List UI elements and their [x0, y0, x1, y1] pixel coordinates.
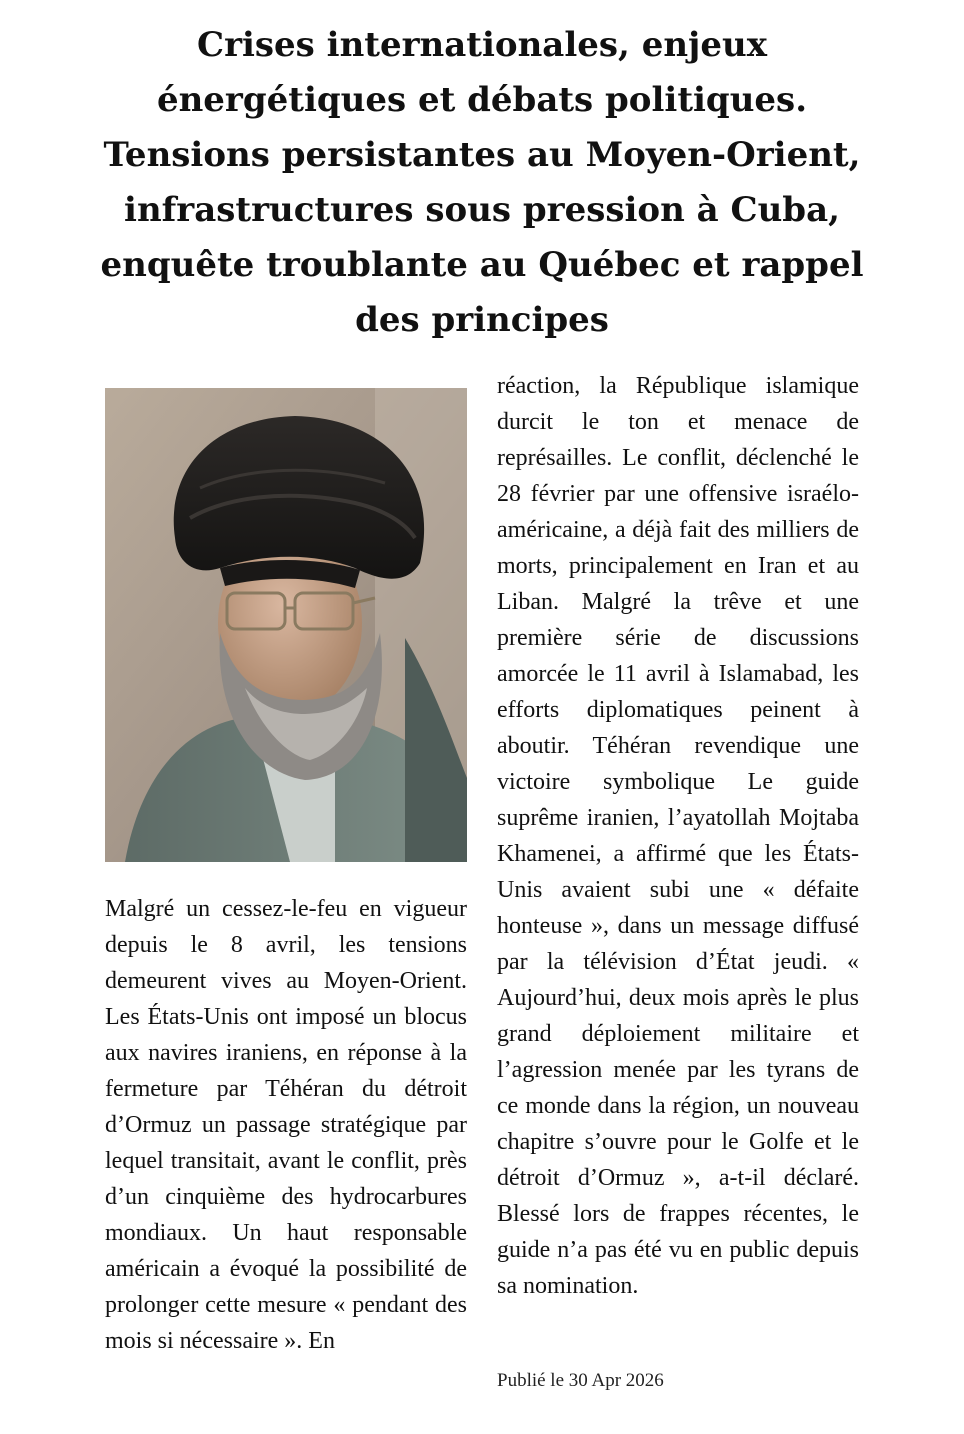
- article-body-column-left: Malgré un cessez-le-feu en vigueur depuis le 8 avril, les tensions demeurent vives au Moyen-Orient. Les États-Unis ont imposé un blocus aux navires iraniens, en réponse à la fermeture par Téhéran du détroit d’Ormuz un passage stratégique par lequel transitait, avant le conflit, près d’un cinquième des hydrocarbures mondiaux. Un haut responsable américain a évoqué la possibilité de prolonger cette mesure « pendant des mois si nécessaire ». En: [105, 896, 467, 1354]
- article-body-column-right: réaction, la République islamique durcit le ton et menace de représailles. Le conflit, déclenché le 28 février par une offensive israélo-américaine, a déjà fait des milliers de morts, principalement en Iran et au Liban. Malgré la trêve et une première série de discussions amorcée le 11 avril à Islamabad, les efforts diplomatiques peinent à aboutir. Téhéran revendique une victoire symbolique Le guide suprême iranien, l’ayatollah Mojtaba Khamenei, a affirmé que les États-Unis avaient subi une « défaite honteuse », dans un message diffusé par la télévision d’État jeudi. « Aujourd’hui, deux mois après le plus grand déploiement militaire et l’agression menée par les tyrans de ce monde dans la région, un nouveau chapitre s’ouvre pour le Golfe et le détroit d’Ormuz », a-t-il déclaré. Blessé lors de frappes récentes, le guide n’a pas été vu en public depuis sa nomination.: [497, 373, 859, 1299]
- article-photo: [105, 388, 467, 862]
- portrait-photo-icon: [105, 388, 467, 862]
- article-headline: Crises internationales, enjeux énergétiques et débats politiques. Tensions persistantes au Moyen-Orient, infrastructures sous pression à Cuba, enquête troublante au Québec et rappel des principes: [100, 25, 864, 340]
- publication-date: Publié le 30 Apr 2026: [497, 1370, 664, 1391]
